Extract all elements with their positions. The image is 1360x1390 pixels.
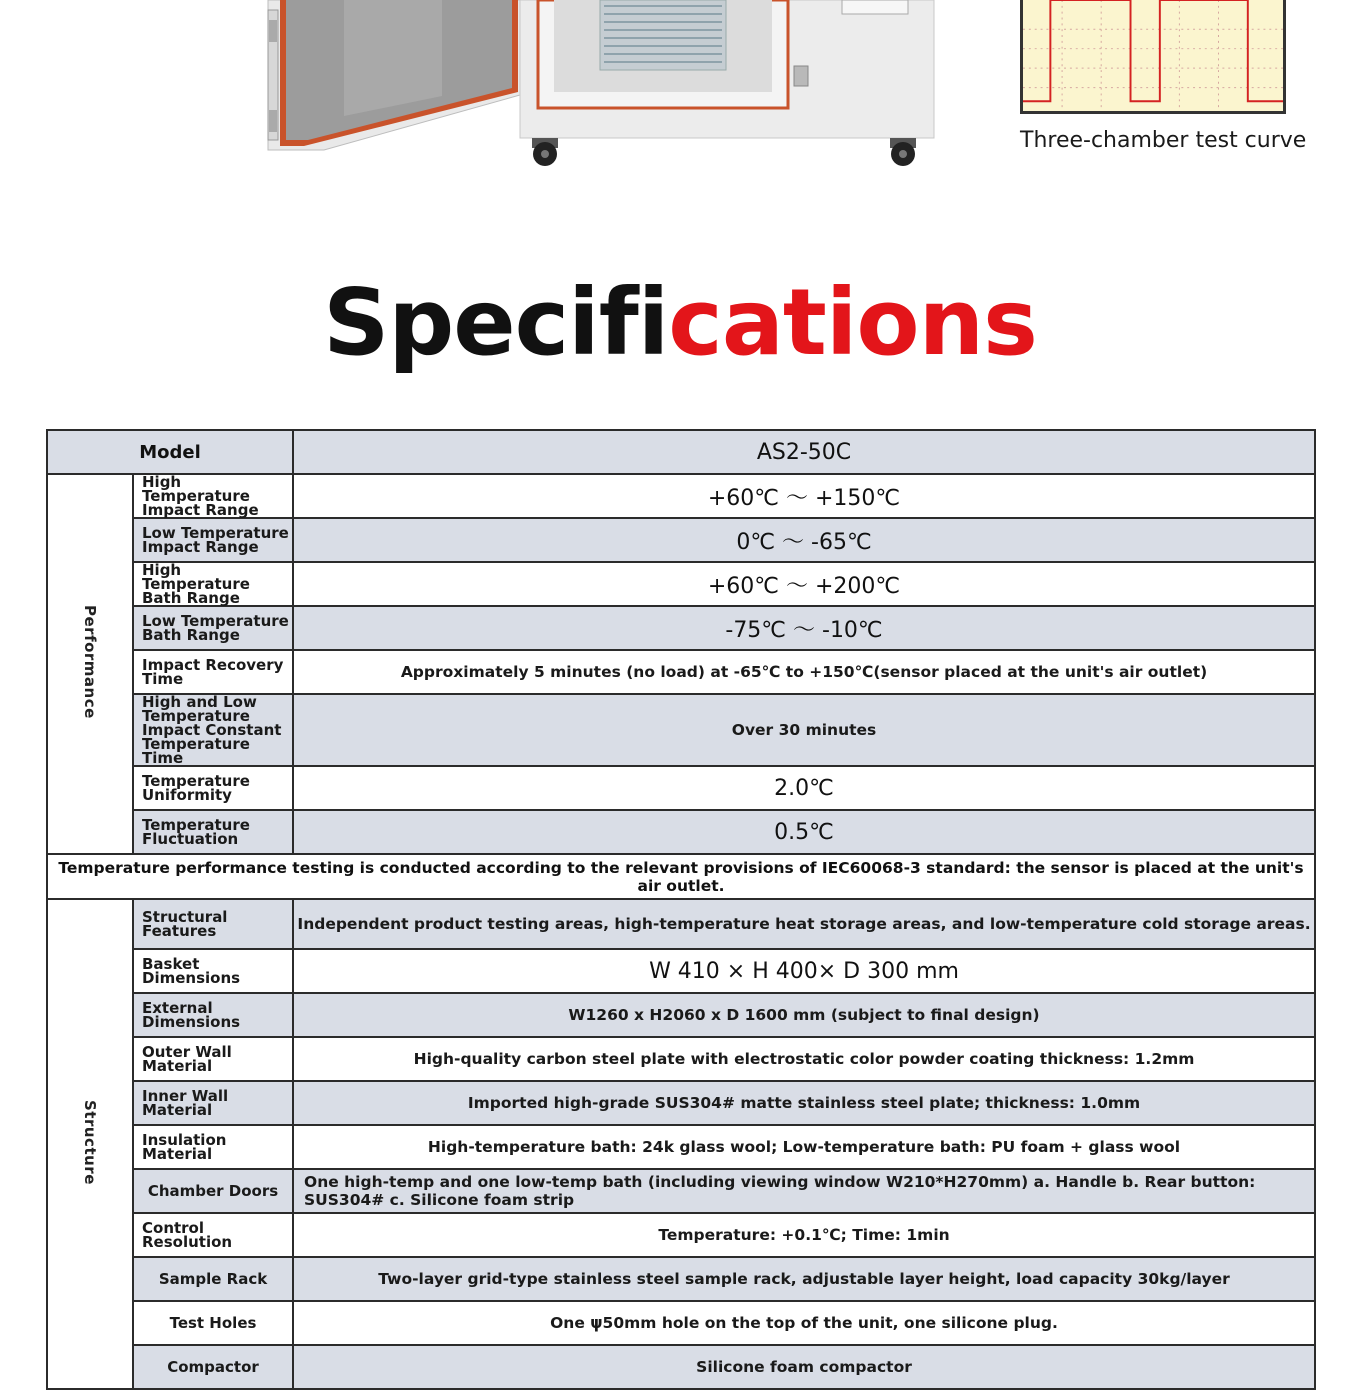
table-row [47, 1257, 1315, 1301]
spec-value: High-temperature bath: 24k glass wool; Low-temperature bath: PU foam + glass wool [293, 1125, 1315, 1169]
spec-value: One high-temp and one low-temp bath (including viewing window W210*H270mm) a. Handle b. Rear button: SUS304# c. Silicone foam strip [293, 1169, 1315, 1213]
table-row [47, 1345, 1315, 1389]
spec-label: Insulation Material [133, 1125, 293, 1169]
table-row-model [47, 430, 1315, 474]
spec-value: Approximately 5 minutes (no load) at -65℃ to +150℃(sensor placed at the unit's air outlet) [293, 650, 1315, 694]
spec-label: Inner Wall Material [133, 1081, 293, 1125]
spec-label: Basket Dimensions [133, 949, 293, 993]
spec-label: High Temperature Bath Range [133, 562, 293, 606]
spec-value: High-quality carbon steel plate with electrostatic color powder coating thickness: 1.2mm [293, 1037, 1315, 1081]
spec-value: Silicone foam compactor [293, 1345, 1315, 1389]
test-curve-caption: Three-chamber test curve [1020, 128, 1307, 153]
spec-value: W 410 × H 400× D 300 mm [293, 949, 1315, 993]
spec-label: Structural Features [133, 899, 293, 949]
test-chamber-image [262, 0, 942, 175]
spec-value: +60℃ ～ +150℃ [293, 474, 1315, 518]
table-row [47, 766, 1315, 810]
spec-value: W1260 x H2060 x D 1600 mm (subject to final design) [293, 993, 1315, 1037]
spec-label: Control Resolution [133, 1213, 293, 1257]
spec-value: Temperature: +0.1℃; Time: 1min [293, 1213, 1315, 1257]
table-row [47, 562, 1315, 606]
table-row [47, 1169, 1315, 1213]
table-row [47, 993, 1315, 1037]
table-row [47, 474, 1315, 518]
table-row [47, 606, 1315, 650]
spec-label: Chamber Doors [133, 1169, 293, 1213]
spec-value: One ψ50mm hole on the top of the unit, one silicone plug. [293, 1301, 1315, 1345]
model-value: AS2-50C [293, 430, 1315, 474]
table-row-note [47, 854, 1315, 899]
test-curve-chart [1020, 0, 1286, 114]
table-row [47, 810, 1315, 854]
table-row [47, 949, 1315, 993]
title-part-black: Specifi [323, 269, 669, 376]
spec-label: External Dimensions [133, 993, 293, 1037]
table-row [47, 1301, 1315, 1345]
page-title [0, 268, 1360, 378]
spec-value: 0.5℃ [293, 810, 1315, 854]
table-row [47, 518, 1315, 562]
spec-label: Impact Recovery Time [133, 650, 293, 694]
spec-label: High and Low Temperature Impact Constant Temperature Time [133, 694, 293, 766]
table-row [47, 1081, 1315, 1125]
spec-value: Two-layer grid-type stainless steel sample rack, adjustable layer height, load capacity 30kg/layer [293, 1257, 1315, 1301]
specifications-table [46, 429, 1316, 1390]
table-row [47, 650, 1315, 694]
spec-label: High Temperature Impact Range [133, 474, 293, 518]
spec-label: Temperature Fluctuation [133, 810, 293, 854]
spec-label: Low Temperature Bath Range [133, 606, 293, 650]
spec-label: Outer Wall Material [133, 1037, 293, 1081]
spec-value: Independent product testing areas, high-temperature heat storage areas, and low-temperature cold storage areas. [293, 899, 1315, 949]
table-row [47, 1125, 1315, 1169]
spec-value: +60℃ ～ +200℃ [293, 562, 1315, 606]
spec-value: Imported high-grade SUS304# matte stainless steel plate; thickness: 1.0mm [293, 1081, 1315, 1125]
spec-value: 0℃ ～ -65℃ [293, 518, 1315, 562]
spec-value: -75℃ ～ -10℃ [293, 606, 1315, 650]
table-row [47, 1037, 1315, 1081]
standard-note: Temperature performance testing is conducted according to the relevant provisions of IEC60068-3 standard: the sensor is placed at the unit's air outlet. [47, 854, 1315, 899]
spec-label: Sample Rack [133, 1257, 293, 1301]
model-label: Model [47, 430, 293, 474]
table-row [47, 694, 1315, 766]
title-part-red: cations [668, 269, 1037, 376]
spec-value: 2.0℃ [293, 766, 1315, 810]
table-row [47, 899, 1315, 949]
spec-label: Compactor [133, 1345, 293, 1389]
spec-label: Low Temperature Impact Range [133, 518, 293, 562]
spec-value: Over 30 minutes [293, 694, 1315, 766]
spec-label: Test Holes [133, 1301, 293, 1345]
spec-label: Temperature Uniformity [133, 766, 293, 810]
table-row [47, 1213, 1315, 1257]
group-structure: Structure [47, 899, 133, 1389]
group-performance: Performance [47, 474, 133, 854]
